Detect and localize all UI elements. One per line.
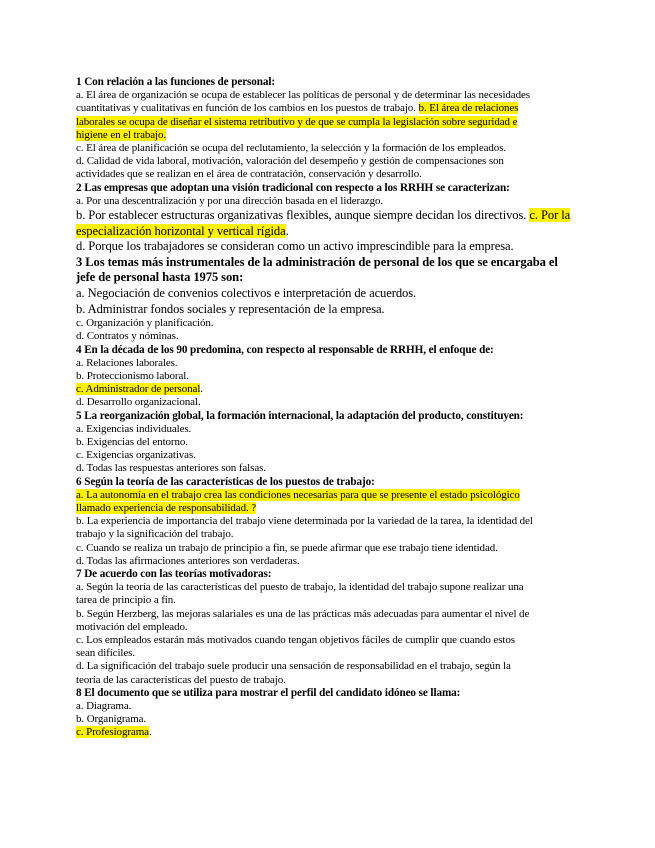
line-text: b. Según Herzberg, las mejoras salariales es una de las prácticas más adecuadas para aumentar el nivel de bbox=[76, 607, 530, 620]
answer-line bbox=[76, 423, 576, 436]
line-text: b. Exigencias del entorno. bbox=[76, 436, 188, 449]
highlighted-answer: laborales se ocupa de diseñar el sistema retributivo y de que se cumpla la legislación sobre seguridad e bbox=[76, 115, 518, 128]
line-text: b. La experiencia de importancia del trabajo viene determinada por la variedad de la tarea, la identidad del bbox=[76, 515, 533, 528]
line-text: 5 La reorganización global, la formación internacional, la adaptación del producto, constituyen: bbox=[76, 409, 524, 422]
answer-line bbox=[76, 449, 576, 462]
line-text: motivación del empleado. bbox=[76, 620, 188, 633]
answer-line bbox=[76, 581, 576, 594]
answer-line bbox=[76, 713, 576, 726]
line-text: cuantitativas y cualitativas en función de los cambios en los puestos de trabajo. bbox=[76, 102, 419, 115]
highlighted-answer: c. Administrador de personal bbox=[76, 383, 201, 396]
answer-line bbox=[76, 660, 576, 673]
answer-line bbox=[76, 208, 576, 224]
answer-line bbox=[76, 370, 576, 383]
line-text: a. Exigencias individuales. bbox=[76, 422, 192, 435]
answer-line bbox=[76, 155, 576, 168]
line-suffix: . bbox=[200, 383, 203, 396]
line-text: a. Relaciones laborales. bbox=[76, 356, 178, 369]
line-text: 2 Las empresas que adoptan una visión tradicional con respecto a los RRHH se caracterizan: bbox=[76, 181, 510, 194]
line-text: b. Proteccionismo laboral. bbox=[76, 370, 189, 382]
question-heading bbox=[76, 476, 576, 489]
answer-line bbox=[76, 317, 576, 330]
line-text: d. Todas las respuestas anteriores son falsas. bbox=[76, 462, 266, 475]
line-text: d. Contratos y nóminas. bbox=[76, 330, 179, 343]
line-text: 7 De acuerdo con las teorías motivadoras: bbox=[76, 568, 272, 581]
answer-line bbox=[76, 700, 576, 713]
line-text: 4 En la década de los 90 predomina, con respecto al responsable de RRHH, el enfoque de: bbox=[76, 343, 494, 356]
line-text: sean difíciles. bbox=[76, 647, 135, 660]
question-heading bbox=[76, 410, 576, 423]
answer-line bbox=[76, 515, 576, 528]
answer-line bbox=[76, 528, 576, 541]
line-text: tarea de principio a fin. bbox=[76, 594, 176, 607]
line-text: a. Por una descentralización y por una dirección basada en el liderazgo. bbox=[76, 194, 384, 207]
answer-line bbox=[76, 383, 576, 396]
line-text: 8 El documento que se utiliza para mostrar el perfil del candidato idóneo se llama: bbox=[76, 686, 461, 699]
question-heading bbox=[76, 270, 576, 286]
question-heading bbox=[76, 76, 576, 89]
line-text: 3 Los temas más instrumentales de la administración de personal de los que se encargaba el bbox=[76, 254, 558, 269]
line-text: 1 Con relación a las funciones de personal: bbox=[76, 76, 276, 88]
question-heading bbox=[76, 344, 576, 357]
line-text: d. Porque los trabajadores se consideran como un activo imprescindible para la empresa. bbox=[76, 239, 514, 254]
answer-line bbox=[76, 102, 576, 115]
line-text: c. Los empleados estarán más motivados cuando tengan objetivos fáciles de cumplir que cuando estos bbox=[76, 634, 515, 647]
answer-line bbox=[76, 168, 576, 181]
answer-line bbox=[76, 608, 576, 621]
line-text: d. Todas las afirmaciones anteriores son verdaderas. bbox=[76, 554, 300, 567]
highlighted-answer: llamado experiencia de responsabilidad. ? bbox=[76, 502, 257, 515]
highlighted-answer: higiene en el trabajo. bbox=[76, 128, 167, 141]
line-text: c. Exigencias organizativas. bbox=[76, 449, 196, 462]
answer-line bbox=[76, 647, 576, 660]
answer-line bbox=[76, 89, 576, 102]
highlighted-answer: c. Por la bbox=[529, 208, 571, 223]
line-text: 6 Según la teoría de las características de los puestos de trabajo: bbox=[76, 475, 375, 488]
answer-line bbox=[76, 542, 576, 555]
answer-line bbox=[76, 436, 576, 449]
answer-line bbox=[76, 674, 576, 687]
answer-line bbox=[76, 489, 576, 502]
answer-line bbox=[76, 555, 576, 568]
answer-line bbox=[76, 286, 576, 302]
line-text: a. Según la teoría de las características del puesto de trabajo, la identidad del trabajo supone realizar una bbox=[76, 581, 524, 594]
answer-line bbox=[76, 634, 576, 647]
answer-line bbox=[76, 357, 576, 370]
line-text: b. Organigrama. bbox=[76, 713, 147, 726]
answer-line bbox=[76, 129, 576, 142]
question-heading bbox=[76, 255, 576, 271]
line-text: a. El área de organización se ocupa de establecer las políticas de personal y de determinar las necesidades bbox=[76, 89, 530, 102]
document-page bbox=[76, 76, 576, 740]
line-text: jefe de personal hasta 1975 son: bbox=[76, 270, 244, 285]
answer-line bbox=[76, 239, 576, 255]
line-text: a. Diagrama. bbox=[76, 700, 132, 713]
line-text: d. La significación del trabajo suele producir una sensación de responsabilidad en el trabajo, según la bbox=[76, 660, 511, 673]
answer-line bbox=[76, 621, 576, 634]
answer-line bbox=[76, 502, 576, 515]
question-heading bbox=[76, 568, 576, 581]
answer-line bbox=[76, 396, 576, 409]
line-text: b. Por establecer estructuras organizativas flexibles, aunque siempre decidan los directivos. bbox=[76, 208, 530, 223]
answer-line bbox=[76, 330, 576, 343]
line-text: teoría de las características del puesto de trabajo. bbox=[76, 673, 286, 686]
answer-line bbox=[76, 302, 576, 318]
highlighted-answer: b. El área de relaciones bbox=[418, 102, 519, 115]
line-text: b. Administrar fondos sociales y representación de la empresa. bbox=[76, 301, 385, 316]
line-text: d. Calidad de vida laboral, motivación, valoración del desempeño y gestión de compensaciones son bbox=[76, 155, 504, 168]
answer-line bbox=[76, 116, 576, 129]
line-text: trabajo y la significación del trabajo. bbox=[76, 528, 234, 541]
line-text: c. El área de planificación se ocupa del reclutamiento, la selección y la formación de los empleados. bbox=[76, 142, 507, 155]
line-suffix: . bbox=[148, 726, 152, 739]
highlighted-answer: c. Profesiograma bbox=[76, 726, 149, 739]
answer-line bbox=[76, 224, 576, 240]
highlighted-answer: especialización horizontal y vertical rígida bbox=[76, 223, 286, 238]
answer-line bbox=[76, 726, 576, 739]
line-text: c. Cuando se realiza un trabajo de principio a fin, se puede afirmar que ese trabajo tiene identidad. bbox=[76, 541, 498, 554]
line-text: a. Negociación de convenios colectivos e interpretación de acuerdos. bbox=[76, 286, 417, 300]
question-heading bbox=[76, 687, 576, 700]
line-text: d. Desarrollo organizacional. bbox=[76, 396, 201, 409]
answer-line bbox=[76, 594, 576, 607]
answer-line bbox=[76, 195, 576, 208]
line-text: actividades que se realizan en el área de contratación, conservación y desarrollo. bbox=[76, 168, 422, 181]
highlighted-answer: a. La autonomía en el trabajo crea las condiciones necesarias para que se presente el estado psicológico bbox=[76, 488, 520, 501]
question-heading bbox=[76, 182, 576, 195]
answer-line bbox=[76, 142, 576, 155]
line-text: c. Organización y planificación. bbox=[76, 317, 214, 330]
answer-line bbox=[76, 462, 576, 475]
line-suffix: . bbox=[285, 223, 289, 238]
